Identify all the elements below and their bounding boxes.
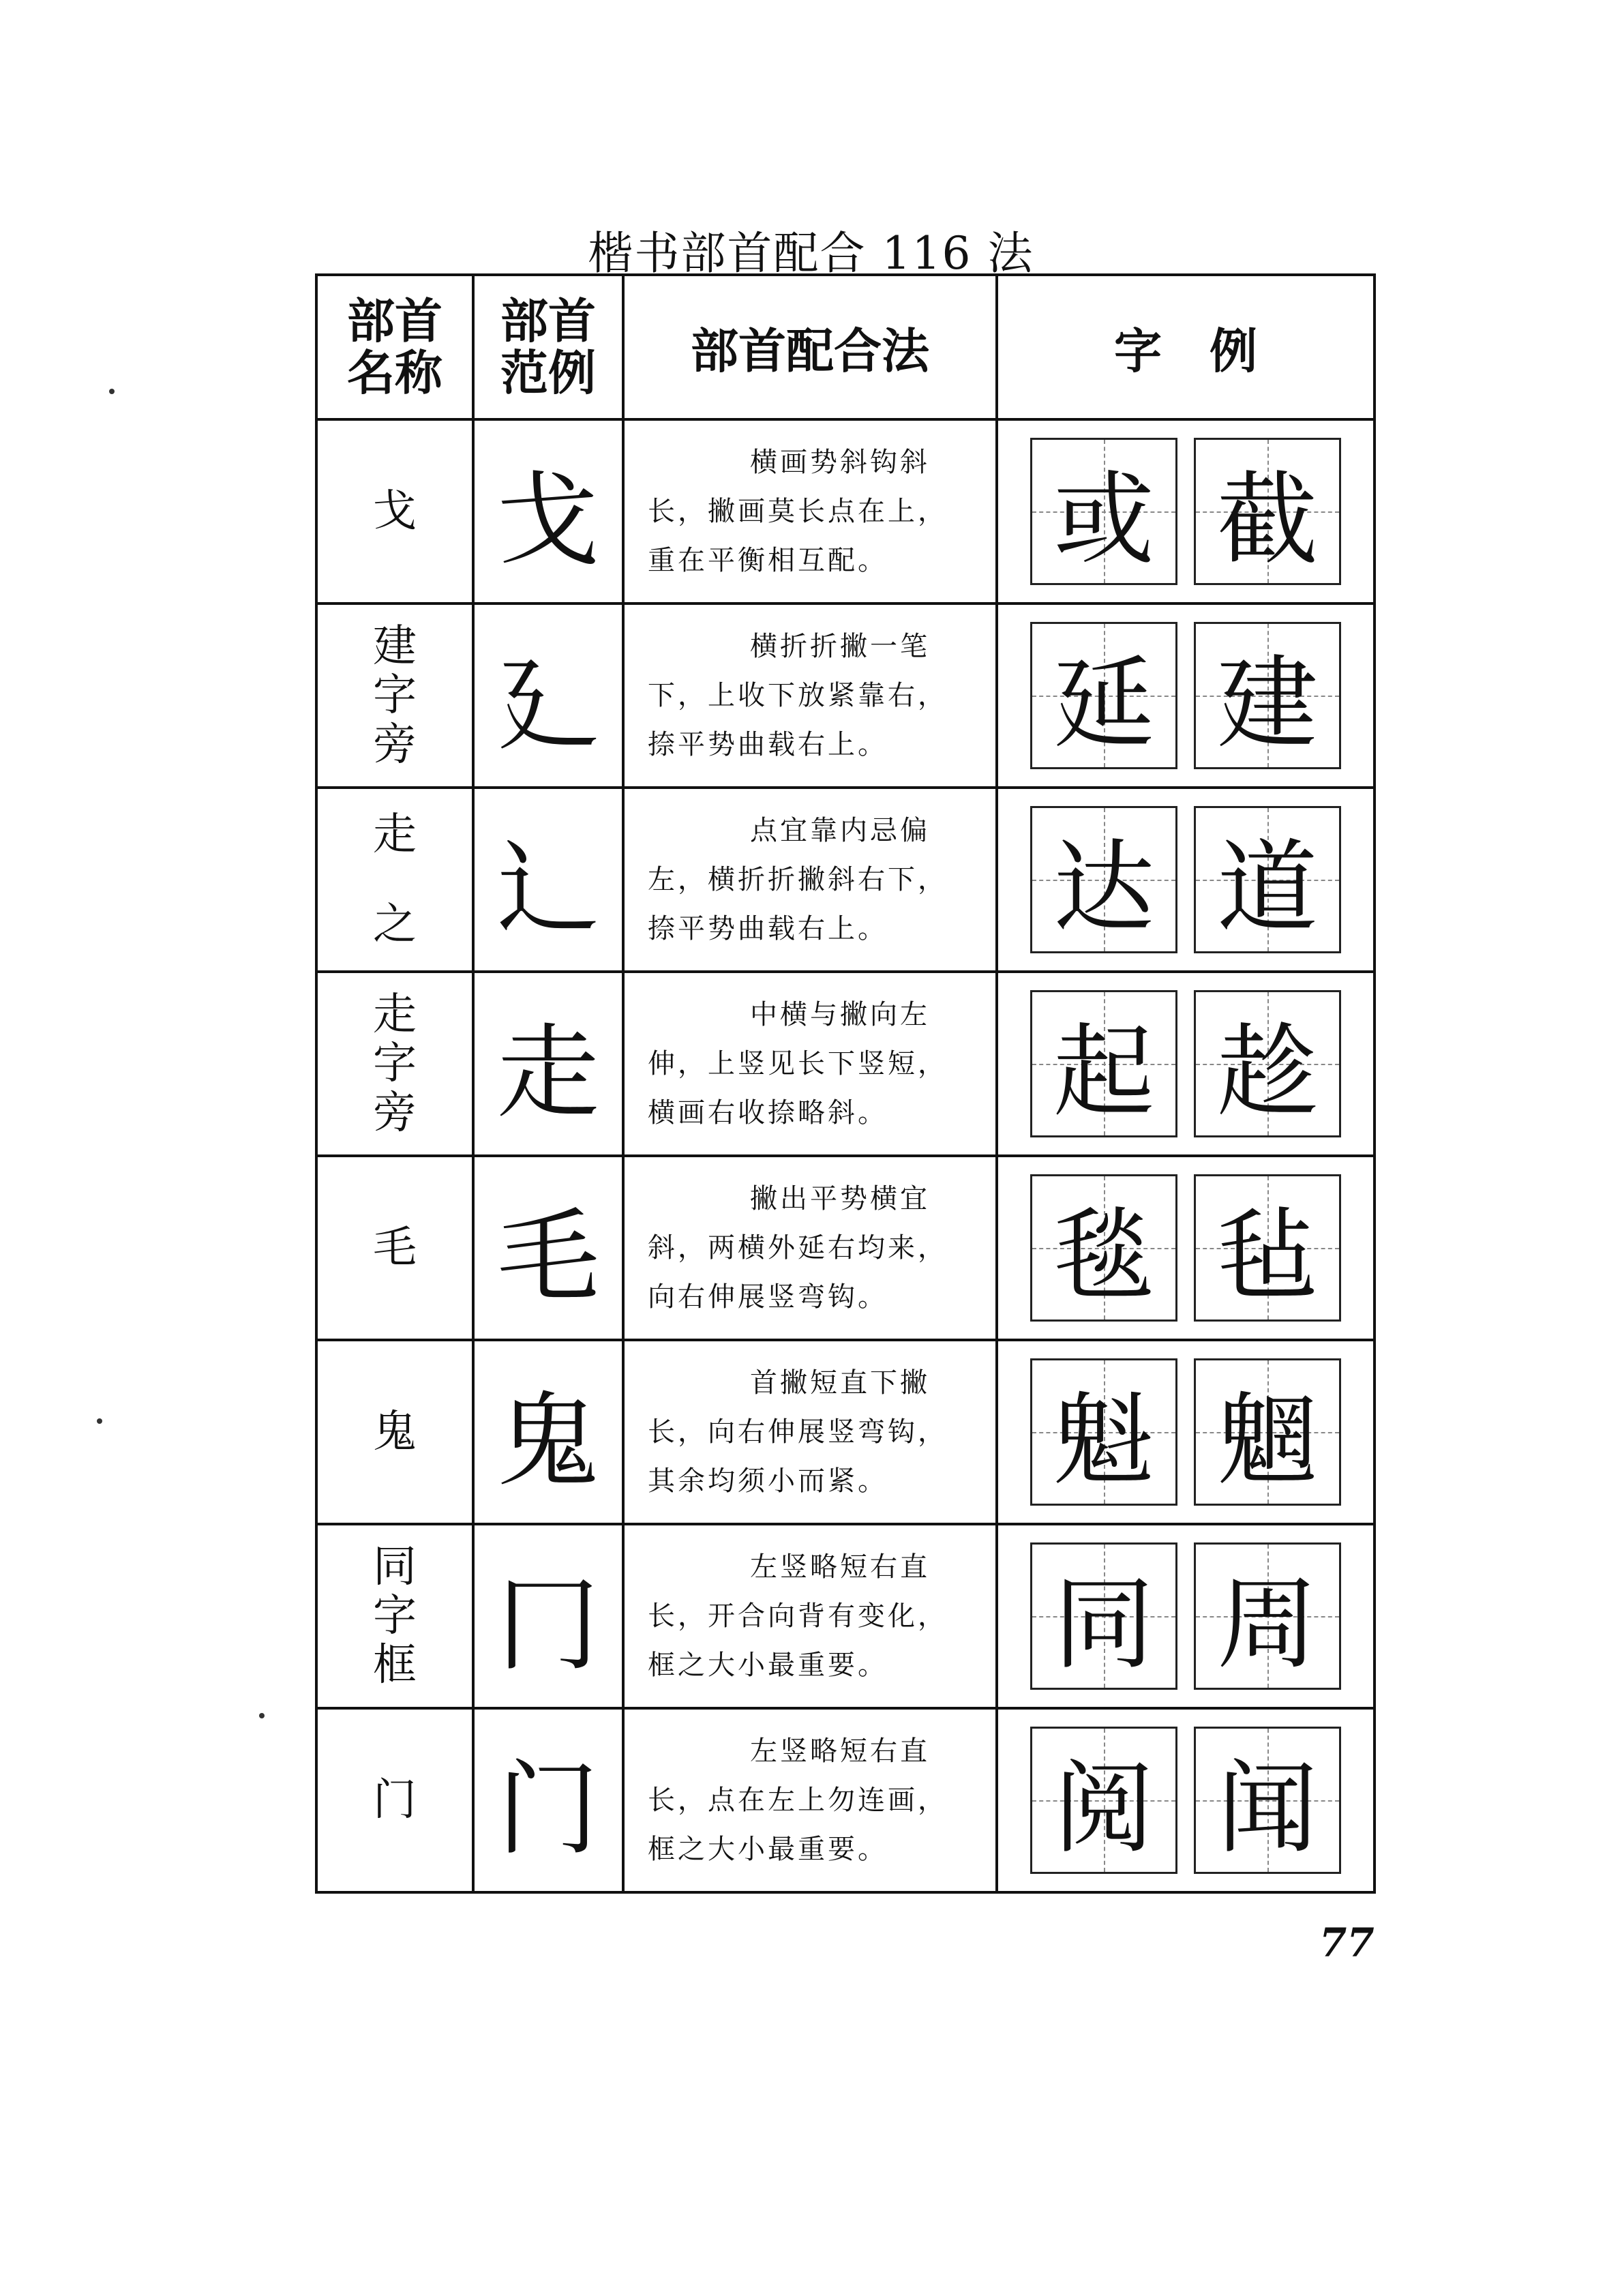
method-text: 左竖略短右直 长，开合向背有变化， 框之大小最重要。	[623, 1524, 997, 1708]
example-grid-box: 达	[1030, 806, 1177, 953]
radical-sample: 戈	[473, 419, 623, 603]
radical-name: 建 字 旁	[316, 603, 473, 788]
header-method: 部首配合法	[623, 275, 997, 419]
example-grid-box: 同	[1030, 1542, 1177, 1690]
example-characters	[997, 788, 1375, 972]
header-radical-name: 部首 名称	[316, 275, 473, 419]
example-grid-box: 毡	[1194, 1174, 1341, 1322]
radical-sample: 辶	[473, 788, 623, 972]
method-text: 首撇短直下撇 长，向右伸展竖弯钩， 其余均须小而紧。	[623, 1340, 997, 1524]
table-row	[316, 603, 1375, 788]
method-text: 横折折撇一笔 下，上收下放紧靠右， 捺平势曲载右上。	[623, 603, 997, 788]
speck	[109, 389, 115, 394]
example-characters	[997, 1156, 1375, 1340]
speck	[97, 1418, 102, 1424]
radical-sample: 冂	[473, 1524, 623, 1708]
example-grid-box: 阅	[1030, 1727, 1177, 1874]
table-row	[316, 1156, 1375, 1340]
example-characters	[997, 419, 1375, 603]
radical-name: 走 之	[316, 788, 473, 972]
radical-sample: 走	[473, 972, 623, 1156]
radical-name: 同 字 框	[316, 1524, 473, 1708]
header-radical-sample: 部首 范例	[473, 275, 623, 419]
example-characters	[997, 1708, 1375, 1892]
page-title: 楷书部首配合 116 法	[588, 227, 1034, 280]
example-grid-box: 闻	[1194, 1727, 1341, 1874]
radical-name: 走 字 旁	[316, 972, 473, 1156]
radical-sample: 毛	[473, 1156, 623, 1340]
table-row	[316, 1340, 1375, 1524]
radical-name: 戈	[316, 419, 473, 603]
example-grid-box: 延	[1030, 622, 1177, 769]
speck	[259, 1713, 265, 1718]
example-grid-box: 截	[1194, 438, 1341, 585]
radical-sample: 廴	[473, 603, 623, 788]
radical-name: 毛	[316, 1156, 473, 1340]
example-grid-box: 趁	[1194, 990, 1341, 1137]
table-header-row	[316, 275, 1375, 419]
example-grid-box: 起	[1030, 990, 1177, 1137]
table-row	[316, 788, 1375, 972]
example-grid-box: 魁	[1030, 1358, 1177, 1506]
radical-name: 鬼	[316, 1340, 473, 1524]
example-characters	[997, 1524, 1375, 1708]
table-row	[316, 1524, 1375, 1708]
table-row	[316, 419, 1375, 603]
example-characters	[997, 972, 1375, 1156]
method-text: 点宜靠内忌偏 左，横折折撇斜右下， 捺平势曲载右上。	[623, 788, 997, 972]
radical-table	[315, 273, 1376, 1894]
example-grid-box: 建	[1194, 622, 1341, 769]
radical-sample: 鬼	[473, 1340, 623, 1524]
radical-sample: 门	[473, 1708, 623, 1892]
method-text: 横画势斜钩斜 长，撇画莫长点在上， 重在平衡相互配。	[623, 419, 997, 603]
method-text: 撇出平势横宜 斜，两横外延右均来， 向右伸展竖弯钩。	[623, 1156, 997, 1340]
page-number: 77	[1319, 1920, 1375, 1966]
radical-name: 门	[316, 1708, 473, 1892]
table-row	[316, 972, 1375, 1156]
example-grid-box: 周	[1194, 1542, 1341, 1690]
method-text: 左竖略短右直 长，点在左上勿连画， 框之大小最重要。	[623, 1708, 997, 1892]
table-row	[316, 1708, 1375, 1892]
example-characters	[997, 1340, 1375, 1524]
example-grid-box: 道	[1194, 806, 1341, 953]
example-grid-box: 或	[1030, 438, 1177, 585]
example-grid-box: 魍	[1194, 1358, 1341, 1506]
example-characters	[997, 603, 1375, 788]
example-grid-box: 毯	[1030, 1174, 1177, 1322]
header-examples: 字 例	[997, 275, 1375, 419]
method-text: 中横与撇向左 伸，上竖见长下竖短， 横画右收捺略斜。	[623, 972, 997, 1156]
